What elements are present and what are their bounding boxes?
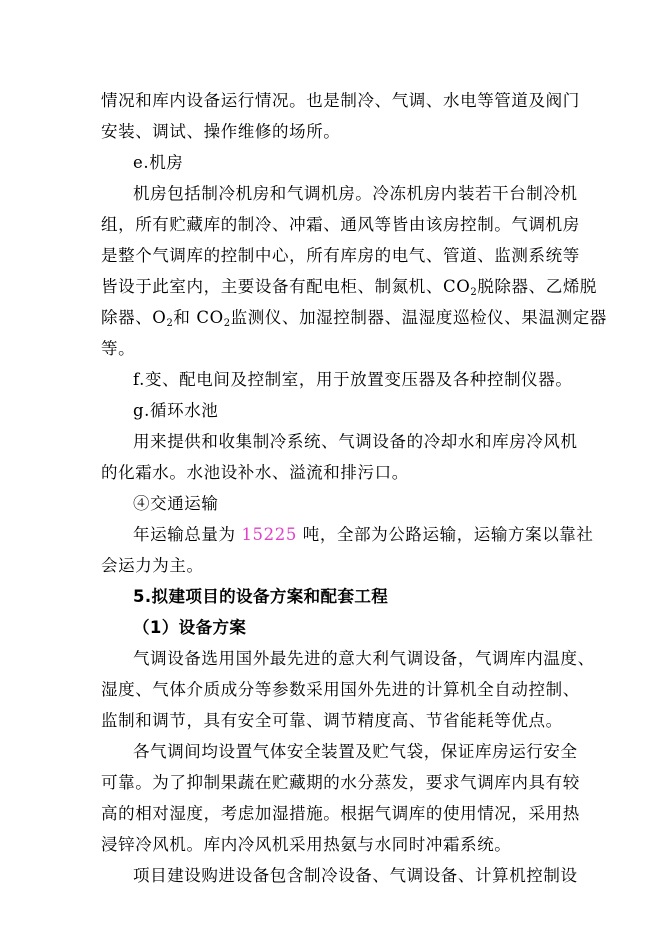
text-segment: 除器、O <box>101 308 167 327</box>
paragraph-line: 是整个气调库的控制中心，所有库房的电气、管道、监测系统等 <box>101 246 580 265</box>
paragraph-line: 用来提供和收集制冷系统、气调设备的冷却水和库房冷风机 <box>133 432 578 451</box>
paragraph-line: 浸锌冷风机。库内冷风机采用热氨与水同时冲霜系统。 <box>101 835 512 854</box>
paragraph-line: 可靠。为了抑制果蔬在贮藏期的水分蒸发，要求气调库内具有较 <box>101 773 580 792</box>
section-heading-transport: ④交通运输 <box>133 494 219 513</box>
paragraph-line-with-formula <box>101 307 607 329</box>
text-segment: 皆设于此室内，主要设备有配电柜、制氮机、CO <box>101 277 471 296</box>
paragraph-line: 安装、调试、操作维修的场所。 <box>101 122 341 141</box>
paragraph-line: 机房包括制冷机房和气调机房。冷冻机房内装若干台制冷机 <box>133 184 578 203</box>
subscript: 2 <box>223 318 231 329</box>
section-heading-5: 5.拟建项目的设备方案和配套工程 <box>133 587 389 606</box>
paragraph-line: 监制和调节，具有安全可靠、调节精度高、节省能耗等优点。 <box>101 711 563 730</box>
text-segment: 年运输总量为 <box>133 525 242 544</box>
subscript: 2 <box>470 287 478 298</box>
text-segment: 吨，全部为公路运输，运输方案以靠社 <box>296 525 594 544</box>
subsection-heading-1: （1）设备方案 <box>133 618 247 637</box>
paragraph-line: 等。 <box>101 339 136 358</box>
paragraph-line: f.变、配电间及控制室，用于放置变压器及各种控制仪器。 <box>133 370 573 389</box>
subscript: 2 <box>166 318 174 329</box>
paragraph-line: 的化霜水。水池设补水、溢流和排污口。 <box>101 463 409 482</box>
paragraph-line: 各气调间均设置气体安全装置及贮气袋，保证库房运行安全 <box>133 742 578 761</box>
paragraph-line: 情况和库内设备运行情况。也是制冷、气调、水电等管道及阀门 <box>101 91 580 110</box>
paragraph-line: 会运力为主。 <box>101 556 204 575</box>
section-heading-e: e.机房 <box>133 153 184 172</box>
paragraph-line: 项目建设购进设备包含制冷设备、气调设备、计算机控制设 <box>133 866 578 885</box>
paragraph-line: 气调设备选用国外最先进的意大利气调设备，气调库内温度、 <box>133 649 595 668</box>
paragraph-line: 湿度、气体介质成分等参数采用国外先进的计算机全自动控制、 <box>101 680 580 699</box>
highlighted-value: 15225 <box>241 525 297 544</box>
text-segment: 和 CO <box>173 308 224 327</box>
paragraph-line: 高的相对湿度，考虑加湿措施。根据气调库的使用情况，采用热 <box>101 804 580 823</box>
paragraph-line-with-value <box>133 524 594 546</box>
paragraph-line-with-formula <box>101 276 597 298</box>
text-segment: 监测仪、加湿控制器、温湿度巡检仪、果温测定器 <box>230 308 607 327</box>
section-heading-g: g.循环水池 <box>133 401 219 420</box>
paragraph-line: 组，所有贮藏库的制冷、冲霜、通风等皆由该房控制。气调机房 <box>101 215 580 234</box>
text-segment: 脱除器、乙烯脱 <box>477 277 598 296</box>
